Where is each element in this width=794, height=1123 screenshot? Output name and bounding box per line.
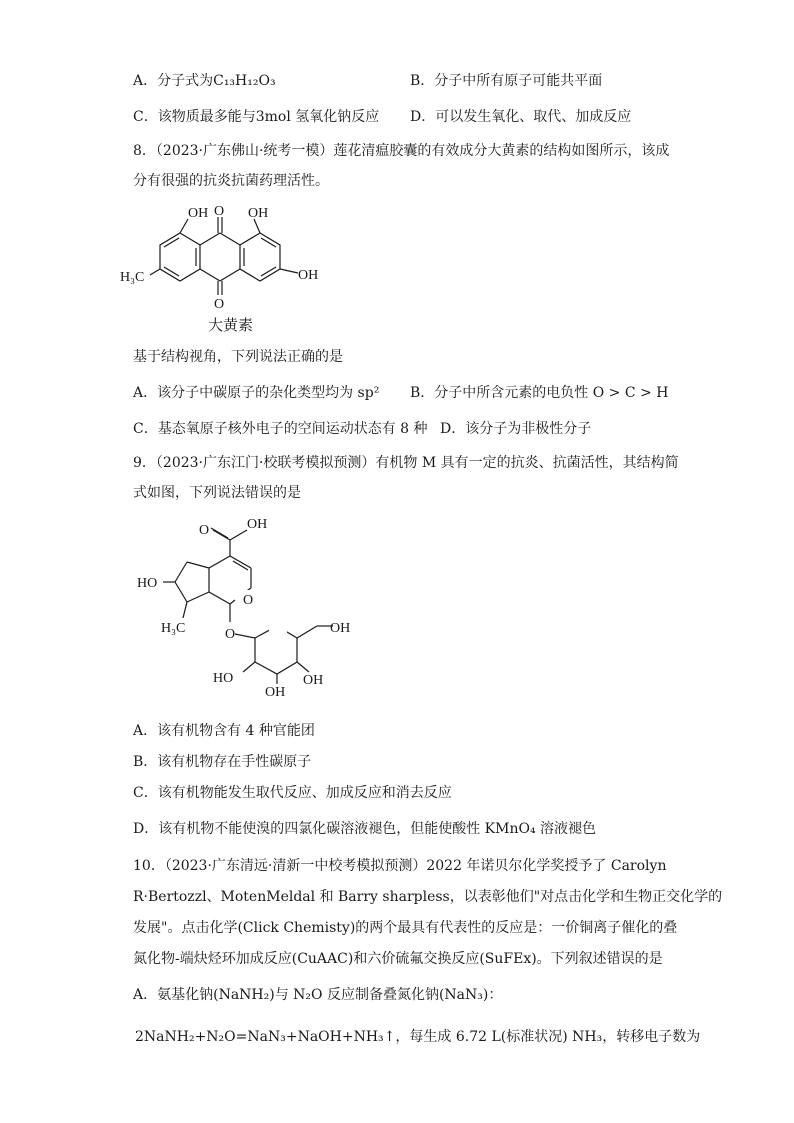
emodin-caption: 大黄素: [208, 316, 254, 334]
q7-option-c: C．该物质最多能与3mol 氢氧化钠反应: [133, 109, 380, 125]
emodin-label-oh-top-right: OH: [248, 206, 269, 221]
q10-stem-line2: R·Bertozzl、MotenMeldal 和 Barry sharpless，以表彰他们"对点击化学和生物正交化学的: [133, 889, 723, 905]
q8-option-c: C．基态氧原子核外电子的空间运动状态有 8 种: [133, 421, 428, 437]
m-label-oh-bottom-left: HO: [213, 671, 234, 686]
m-label-oh-bottom: OH: [265, 685, 286, 698]
q8-stem-line1: 8．（2023·广东佛山·统考一模）莲花清瘟胶囊的有效成分大黄素的结构如图所示，该成: [133, 143, 670, 159]
m-label-o-cooh: O: [199, 523, 210, 538]
emodin-label-oh-top-left: OH: [188, 206, 209, 221]
q7-option-a: A．分子式为C₁₃H₁₂O₃: [133, 73, 276, 89]
q9-option-c: C．该有机物能发生取代反应、加成反应和消去反应: [133, 785, 452, 801]
q10-stem-line4: 氮化物-端炔烃环加成反应(CuAAC)和六价硫氟交换反应(SuFEx)。下列叙述错误的是: [133, 951, 663, 967]
q8-option-d: D．该分子为非极性分子: [440, 421, 592, 437]
q10-stem-line1: 10．（2023·广东清远·清新一中校考模拟预测）2022 年诺贝尔化学奖授予了 Carolyn: [133, 858, 667, 874]
m-label-oh-bottom-right: OH: [303, 673, 324, 688]
emodin-label-ch3: H₃C: [120, 270, 145, 285]
q8-option-b: B．分子中所含元素的电负性 O > C > H: [410, 385, 669, 401]
q7-option-b: B．分子中所有原子可能共平面: [410, 73, 603, 89]
compound-m-structure: [125, 508, 365, 698]
emodin-label-o-bottom: O: [214, 297, 225, 310]
q9-option-d: D．该有机物不能使溴的四氯化碳溶液褪色，但能使酸性 KMnO₄ 溶液褪色: [133, 821, 597, 837]
q9-stem-line2: 式如图，下列说法错误的是: [133, 485, 301, 501]
q7-option-d: D．可以发生氧化、取代、加成反应: [410, 109, 632, 125]
m-label-oh-cooh: OH: [247, 517, 268, 532]
m-label-o-link: O: [225, 627, 236, 642]
emodin-structure: [120, 195, 340, 310]
m-label-ho-left: HO: [137, 576, 158, 591]
q10-option-a-line1: A．氨基化钠(NaNH₂)与 N₂O 反应制备叠氮化钠(NaN₃)：: [133, 987, 503, 1003]
q10-option-a-line2: 2NaNH₂+N₂O=NaN₃+NaOH+NH₃↑，每生成 6.72 L(标准状况) NH₃，转移电子数为: [135, 1029, 701, 1045]
m-label-oh-ch2: OH: [330, 621, 351, 636]
q8-question: 基于结构视角，下列说法正确的是: [133, 349, 343, 365]
q8-option-a: A．该分子中碳原子的杂化类型均为 sp²: [133, 385, 380, 401]
m-label-h3c: H₃C: [161, 621, 186, 636]
q8-stem-line2: 分有很强的抗炎抗菌药理活性。: [133, 173, 329, 189]
q9-option-a: A．该有机物含有 4 种官能团: [133, 723, 315, 739]
emodin-label-o-top: O: [214, 204, 225, 219]
m-label-o-ring: O: [243, 593, 254, 608]
q9-stem-line1: 9．（2023·广东江门·校联考模拟预测）有机物 M 具有一定的抗炎、抗菌活性，其结构简: [133, 455, 679, 471]
q10-stem-line3: 发展"。点击化学(Click Chemisty)的两个最具有代表性的反应是：一价铜离子催化的叠: [133, 920, 678, 936]
q9-option-b: B．该有机物存在手性碳原子: [133, 754, 312, 770]
emodin-label-oh-right: OH: [298, 268, 319, 283]
